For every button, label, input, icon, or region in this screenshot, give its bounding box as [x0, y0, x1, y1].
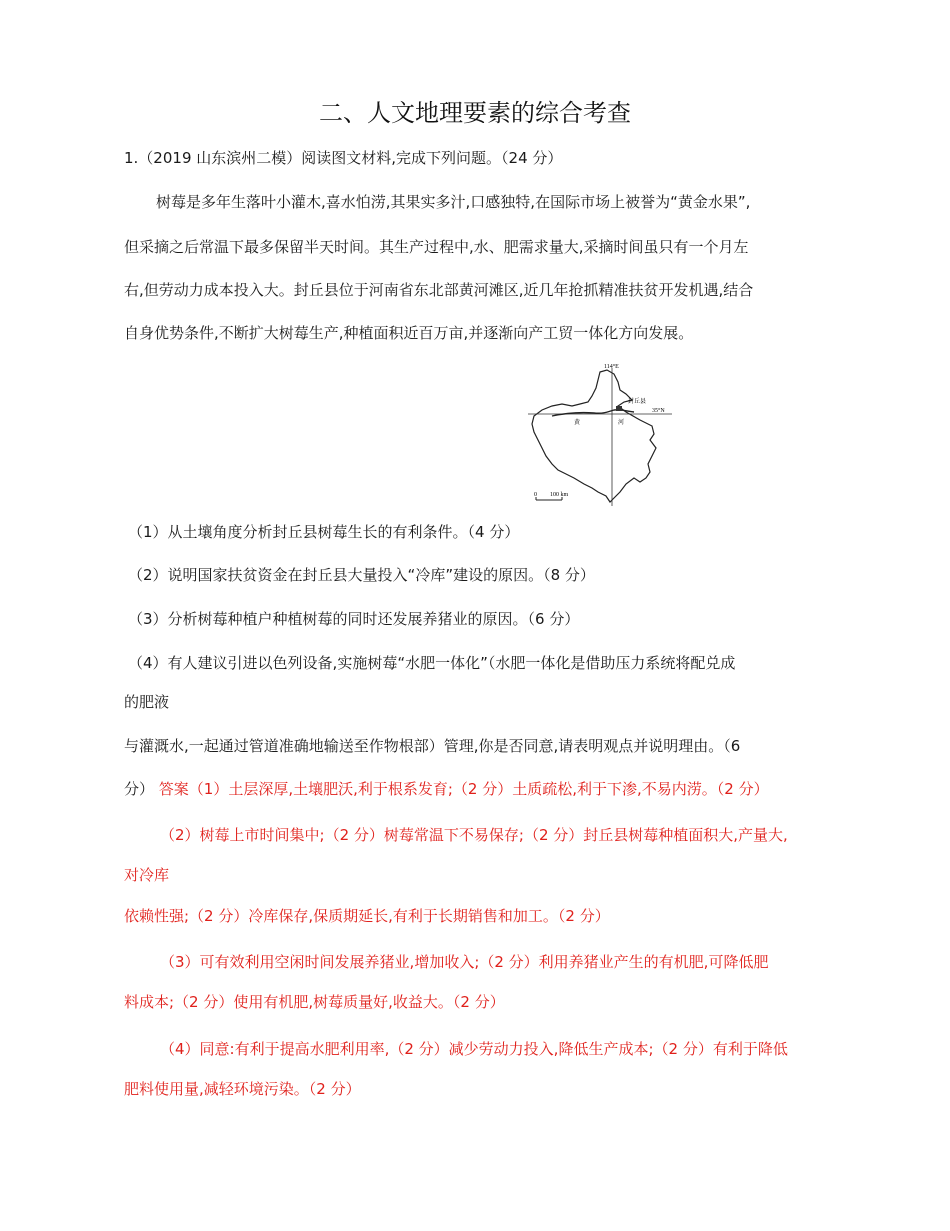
- question-2: （2）说明国家扶贫资金在封丘县大量投入“冷库”建设的原因。（8 分）: [128, 566, 595, 584]
- passage-line: 树莓是多年生落叶小灌木,喜水怕涝,其果实多汁,口感独特,在国际市场上被誉为“黄金水果”,: [156, 193, 751, 211]
- meridian-label: 114°E: [604, 364, 619, 370]
- answer-2-cont: 依赖性强;（2 分）冷库保存,保质期延长,有利于长期销售和加工。（2 分）: [124, 907, 610, 925]
- passage-line: 右,但劳动力成本投入大。封丘县位于河南省东北部黄河滩区,近几年抢抓精准扶贫开发机遇,结合: [124, 281, 754, 299]
- river-label: 黄: [574, 419, 581, 426]
- henan-map: [522, 360, 672, 508]
- passage-line: 但采摘之后常温下最多保留半天时间。其生产过程中,水、肥需求量大,采摘时间虽只有一个月左: [124, 238, 749, 256]
- scale-zero: 0: [534, 492, 537, 498]
- question-4: （4）有人建议引进以色列设备,实施树莓“水肥一体化”（水肥一体化是借助压力系统将配兑成: [128, 654, 736, 672]
- question-3: （3）分析树莓种植户种植树莓的同时还发展养猪业的原因。（6 分）: [128, 610, 580, 628]
- answer-1-line: [124, 779, 769, 799]
- page-title: 二、人文地理要素的综合考查: [319, 99, 631, 127]
- parallel-label: 35°N: [652, 408, 665, 414]
- county-label: 封丘县: [628, 398, 647, 405]
- river-label: 河: [618, 419, 625, 426]
- answer-2-cont: 对冷库: [124, 866, 170, 884]
- question-header: 1.（2019 山东滨州二模）阅读图文材料,完成下列问题。（24 分）: [124, 149, 563, 167]
- fengqiu-county-marker: [616, 406, 622, 411]
- answer-3: （3）可有效利用空闲时间发展养猪业,增加收入;（2 分）利用养猪业产生的有机肥,可降低肥: [160, 953, 769, 971]
- question-1: （1）从土壤角度分析封丘县树莓生长的有利条件。（4 分）: [128, 523, 520, 541]
- passage-line: 自身优势条件,不断扩大树莓生产,种植面积近百万亩,并逐渐向产工贸一体化方向发展。: [124, 324, 694, 342]
- answer-4-cont: 肥料使用量,减轻环境污染。（2 分）: [124, 1080, 361, 1098]
- answer-2: （2）树莓上市时间集中;（2 分）树莓常温下不易保存;（2 分）封丘县树莓种植面积大,产量大,: [160, 826, 788, 844]
- answer-1: 答案（1）土层深厚,土壤肥沃,利于根系发育;（2 分）土质疏松,利于下渗,不易内涝。（2 分）: [158, 780, 769, 798]
- scale-label: 100 km: [550, 492, 569, 498]
- question-4-cont: 与灌溉水,一起通过管道准确地输送至作物根部）管理,你是否同意,请表明观点并说明理由。（6: [124, 737, 741, 755]
- question-4-cont: 的肥液: [124, 693, 170, 711]
- answer-score-tail: 分）: [124, 780, 155, 798]
- answer-4: （4）同意:有利于提高水肥利用率,（2 分）减少劳动力投入,降低生产成本;（2 分）有利于降低: [160, 1040, 788, 1058]
- answer-3-cont: 料成本;（2 分）使用有机肥,树莓质量好,收益大。（2 分）: [124, 993, 505, 1011]
- province-outline: [532, 370, 656, 502]
